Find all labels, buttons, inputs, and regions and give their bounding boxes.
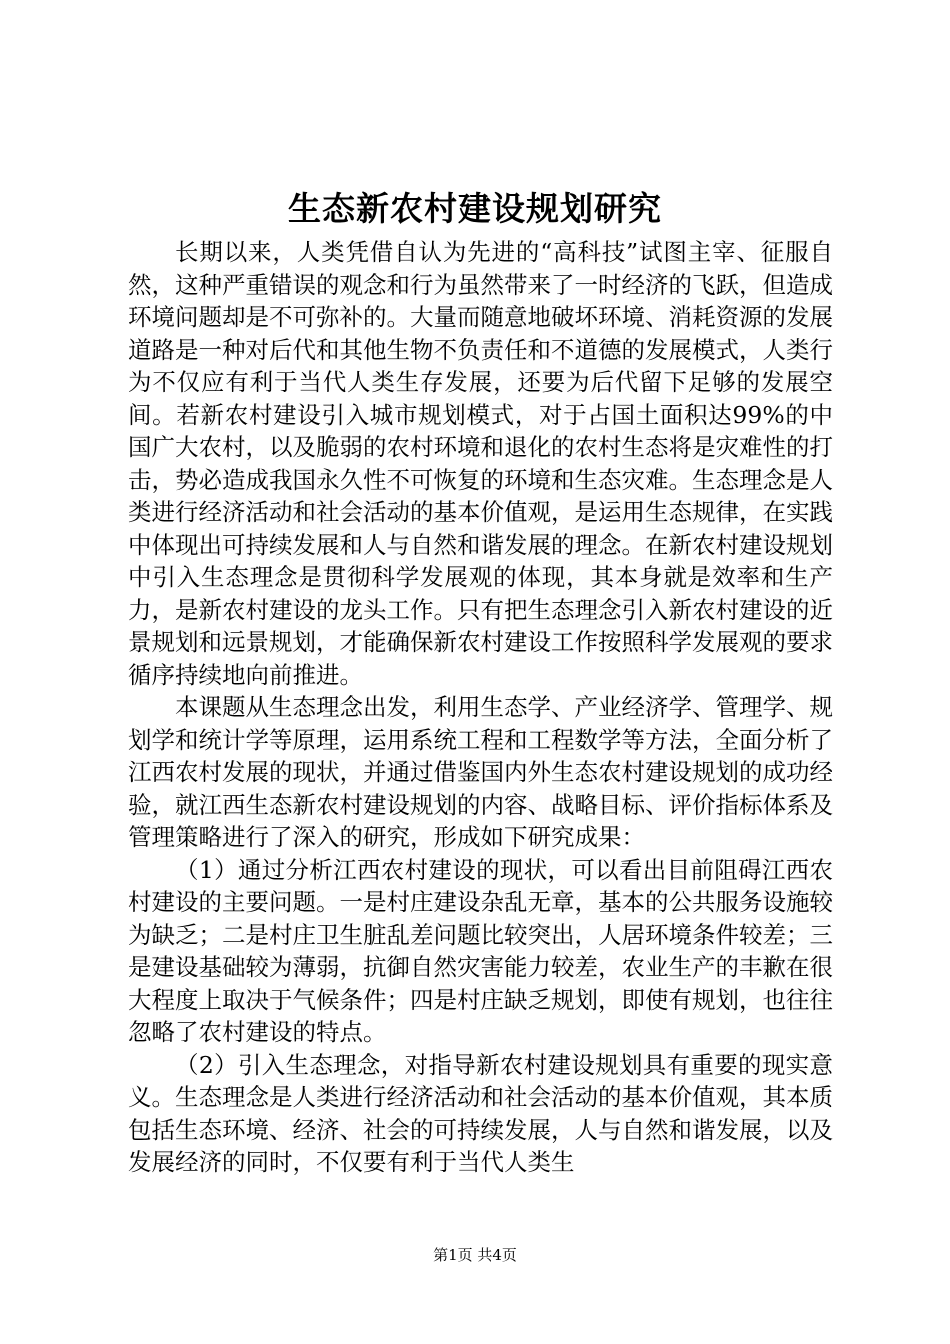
paragraph-3: （1）通过分析江西农村建设的现状，可以看出目前阻碍江西农村建设的主要问题。一是村庄建设杂乱无章，基本的公共服务设施较为缺乏；二是村庄卫生脏乱差问题比较突出，人居环境条件较差；三是建设基础较为薄弱，抗御自然灾害能力较差，农业生产的丰歉在很大程度上取决于气候条件；四是村庄缺乏规划，即使有规划，也往往忽略了农村建设的特点。: [128, 855, 833, 1046]
paragraph-1: 长期以来，人类凭借自认为先进的“高科技”试图主宰、征服自然，这种严重错误的观念和行为虽然带来了一时经济的飞跃，但造成环境问题却是不可弥补的。大量而随意地破坏环境、消耗资源的发展道路是一种对后代和其他生物不负责任和不道德的发展模式，人类行为不仅应有利于当代人类生存发展，还要为后代留下足够的发展空间。若新农村建设引入城市规划模式，对于占国土面积达99%的中国广大农村，以及脆弱的农村环境和退化的农村生态将是灾难性的打击，势必造成我国永久性不可恢复的环境和生态灾难。生态理念是人类进行经济活动和社会活动的基本价值观，是运用生态规律，在实践中体现出可持续发展和人与自然和谐发展的理念。在新农村建设规划中引入生态理念是贯彻科学发展观的体现，其本身就是效率和生产力，是新农村建设的龙头工作。只有把生态理念引入新农村建设的近景规划和远景规划，才能确保新农村建设工作按照科学发展观的要求循序持续地向前推进。: [128, 238, 833, 689]
document-title: 生态新农村建设规划研究: [288, 189, 662, 228]
document-body: [128, 236, 833, 1179]
paragraph-4: （2）引入生态理念，对指导新农村建设规划具有重要的现实意义。生态理念是人类进行经济活动和社会活动的基本价值观，其本质包括生态环境、经济、社会的可持续发展，人与自然和谐发展，以及发展经济的同时，不仅要有利于当代人类生: [128, 1050, 833, 1176]
paragraph-2: 本课题从生态理念出发，利用生态学、产业经济学、管理学、规划学和统计学等原理，运用系统工程和工程数学等方法，全面分析了江西农村发展的现状，并通过借鉴国内外生态农村建设规划的成功经验，就江西生态新农村建设规划的内容、战略目标、评价指标体系及管理策略进行了深入的研究，形成如下研究成果：: [128, 693, 833, 851]
page-number-footer: 第1页 共4页: [433, 1246, 517, 1264]
